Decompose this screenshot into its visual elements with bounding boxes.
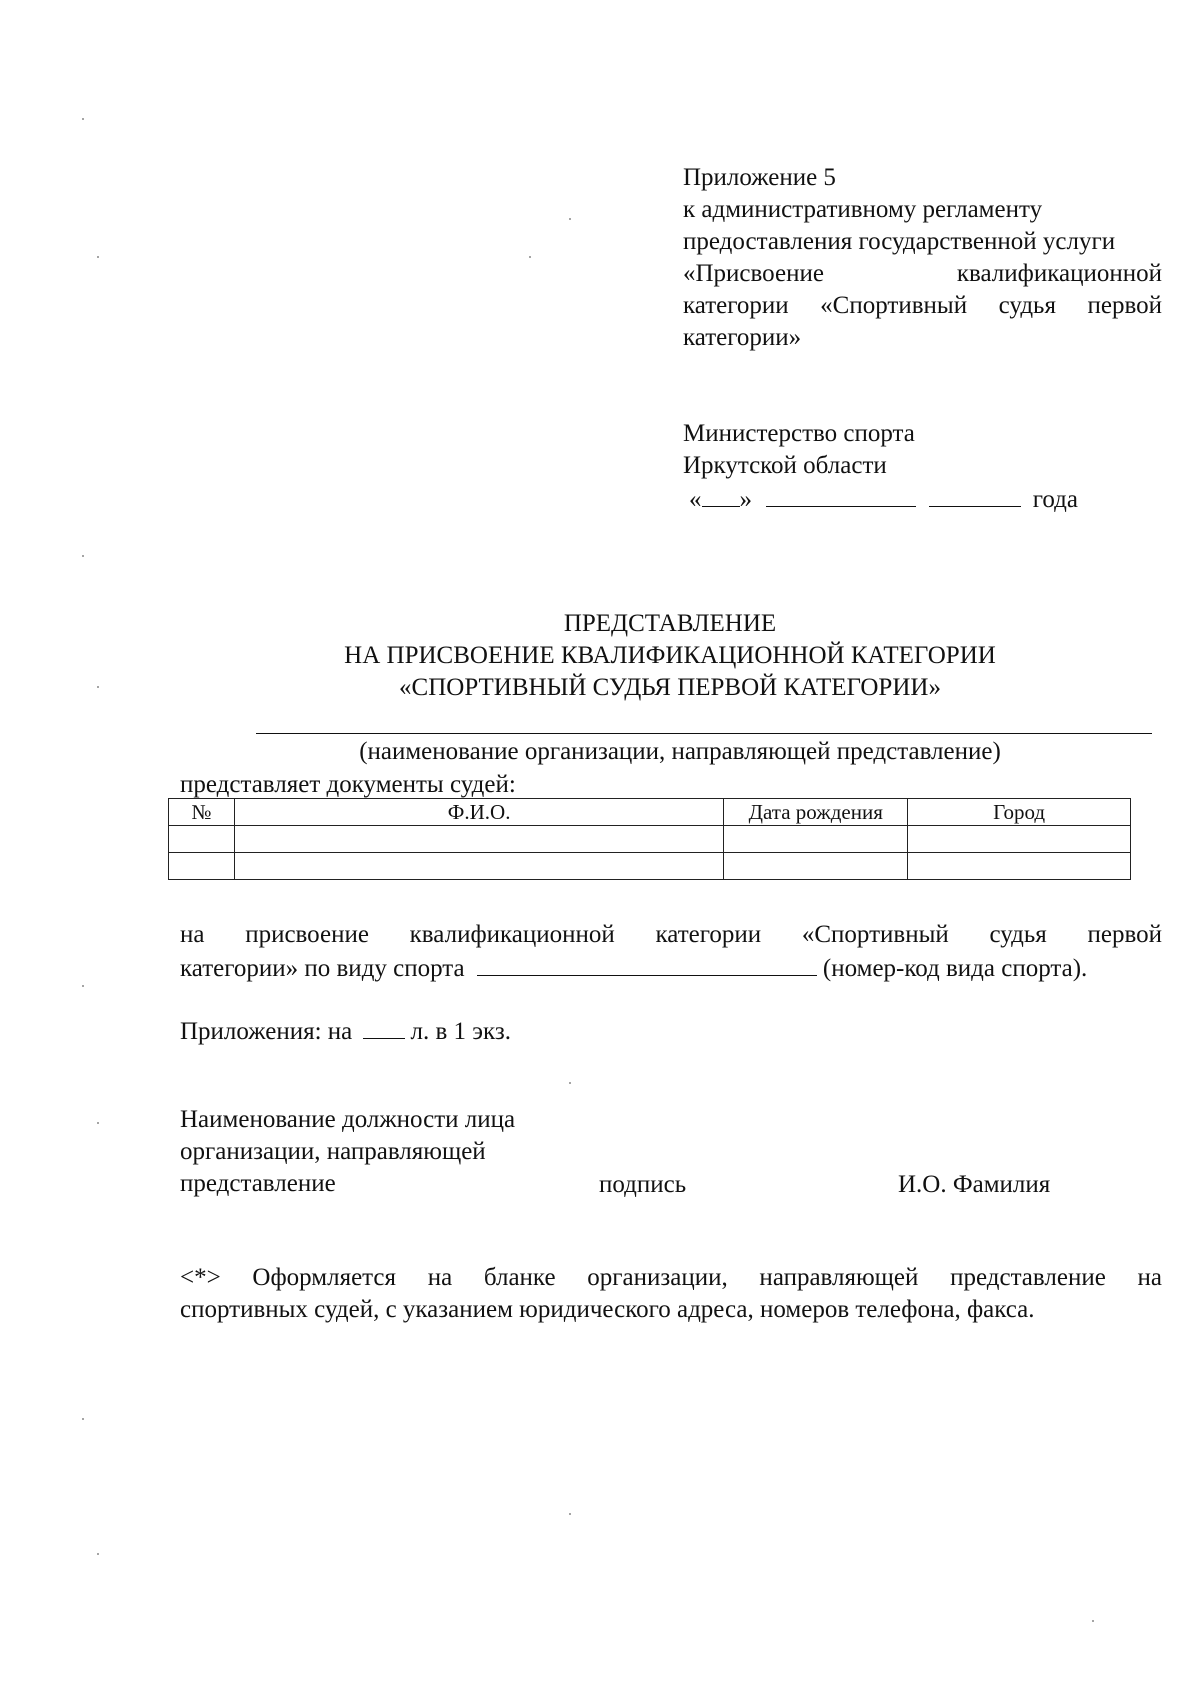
request-line [180, 951, 1162, 985]
table-header-row [169, 799, 1131, 826]
docs-intro: представляет документы судей: [180, 771, 516, 798]
request-text: категории» по виду спорта [180, 955, 465, 982]
table-cell[interactable] [234, 853, 723, 880]
date-suffix: года [1032, 486, 1078, 513]
scan-speck [569, 218, 571, 220]
table-cell[interactable] [908, 853, 1131, 880]
scan-speck [569, 1082, 571, 1084]
scan-speck [97, 256, 99, 258]
request-line: на присвоение квалификационной категории «Спортивный судья первой [180, 921, 1162, 948]
judges-table [168, 798, 1131, 880]
table-cell[interactable] [169, 853, 235, 880]
scan-speck [569, 1513, 571, 1515]
column-header-city: Город [908, 799, 1131, 826]
day-blank[interactable] [702, 482, 740, 507]
annex-line: предоставления государственной услуги [683, 228, 1116, 255]
appendix-text: Приложения: на [180, 1018, 353, 1045]
sport-blank[interactable] [477, 951, 817, 976]
table-cell[interactable] [724, 826, 908, 853]
column-header-name: Ф.И.О. [234, 799, 723, 826]
request-paragraph [180, 919, 1162, 985]
title-line: ПРЕДСТАВЛЕНИЕ [563, 610, 777, 637]
addressee-block [683, 418, 1162, 516]
table-row [169, 826, 1131, 853]
table-row [169, 853, 1131, 880]
footnote-line: спортивных судей, с указанием юридического адреса, номеров телефона, факса. [180, 1296, 1035, 1323]
scan-speck [82, 985, 84, 987]
position-block [180, 1104, 515, 1200]
annex-line: категории» [683, 324, 802, 351]
footnote-line: <*> Оформляется на бланке организации, направляющей представление на [180, 1264, 1162, 1291]
annex-line: к административному регламенту [683, 196, 1043, 223]
scan-speck [529, 256, 531, 258]
signer-name-label: И.О. Фамилия [898, 1171, 1051, 1198]
title-line: НА ПРИСВОЕНИЕ КВАЛИФИКАЦИОННОЙ КАТЕГОРИИ [344, 642, 996, 669]
document-title [180, 608, 1160, 704]
organization-caption: (наименование организации, направляющей представление) [359, 738, 1001, 765]
scan-speck [97, 1122, 99, 1124]
date-line [683, 482, 1162, 516]
table-cell[interactable] [908, 826, 1131, 853]
position-line: представление [180, 1170, 336, 1197]
scan-speck [82, 1418, 84, 1420]
date-quote-open: « [689, 486, 702, 513]
year-blank[interactable] [929, 482, 1021, 507]
organization-blank[interactable] [256, 733, 1152, 734]
position-line: организации, направляющей [180, 1138, 486, 1165]
appendix-line [180, 1014, 511, 1048]
addressee-line: Министерство спорта [683, 420, 915, 447]
table-cell[interactable] [234, 826, 723, 853]
scan-speck [1092, 1620, 1094, 1622]
annex-number: Приложение 5 [683, 164, 836, 191]
position-line: Наименование должности лица [180, 1106, 516, 1133]
sheets-blank[interactable] [363, 1014, 405, 1039]
annex-line: категории «Спортивный судья первой [683, 292, 1162, 319]
scan-speck [82, 555, 84, 557]
column-header-birthdate: Дата рождения [724, 799, 908, 826]
table-cell[interactable] [724, 853, 908, 880]
scan-speck [97, 686, 99, 688]
month-blank[interactable] [766, 482, 916, 507]
annex-header [683, 162, 1162, 354]
signature-label: подпись [599, 1171, 687, 1198]
appendix-text: л. в 1 экз. [410, 1018, 511, 1045]
annex-line: «Присвоение квалификационной [683, 260, 1162, 287]
column-header-number: № [169, 799, 235, 826]
table-cell[interactable] [169, 826, 235, 853]
addressee-line: Иркутской области [683, 452, 887, 479]
scan-speck [97, 1553, 99, 1555]
request-text: (номер-код вида спорта). [822, 955, 1088, 982]
date-quote-close: » [739, 486, 752, 513]
footnote [180, 1262, 1162, 1326]
scan-speck [82, 118, 84, 120]
title-line: «СПОРТИВНЫЙ СУДЬЯ ПЕРВОЙ КАТЕГОРИИ» [399, 674, 941, 701]
